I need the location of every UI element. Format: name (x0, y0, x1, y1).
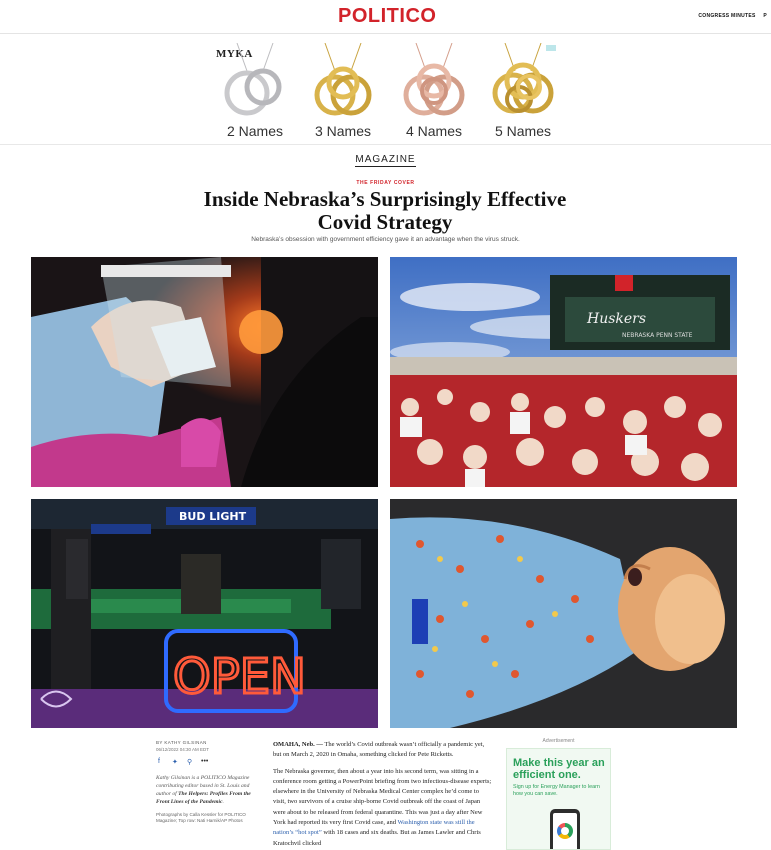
scoreboard-subtitle: NEBRASKA PENN STATE (622, 332, 693, 339)
share-icons (156, 758, 264, 768)
paragraph-1-text: The world’s Covid outbreak wasn’t officially a pandemic yet, but on March 2, 2020 in Omaha, something clicked for Pete Ricketts. (273, 741, 485, 759)
photo-credits: Photographs by Calla Kessler for POLITICO Magazine; Top row: Nati Harnik/AP Photos (156, 812, 246, 823)
ad-headline: Make this year an efficient one. (513, 757, 605, 781)
nav-link-congress-minutes[interactable]: CONGRESS MINUTES (698, 13, 756, 19)
paragraph-1 (273, 740, 493, 761)
advertisement-label: Advertisement (542, 738, 575, 744)
twitter-icon[interactable]: ✦ (172, 759, 178, 766)
ad-subtext: Sign up for Energy Manager to learn how you can save. (513, 784, 600, 797)
more-icon[interactable]: ••• (201, 758, 209, 765)
article-body (273, 740, 493, 850)
necklace-label: 2 Names (226, 123, 284, 139)
author-byline[interactable]: BY KATHY GILSINAN (156, 740, 207, 745)
necklace-2-names[interactable] (215, 43, 295, 143)
necklace-4-names[interactable] (394, 43, 474, 143)
section-label[interactable] (0, 154, 771, 165)
open-sign: OPEN (173, 649, 306, 705)
bud-light-sign: BUD LIGHT (179, 510, 247, 523)
section-link[interactable]: MAGAZINE (355, 154, 416, 165)
photo-bar-open-sign (31, 499, 378, 728)
myka-ad-banner[interactable] (0, 35, 771, 145)
publish-date: 06/12/2022 04:30 AM EDT (156, 747, 210, 752)
necklace-image (394, 43, 474, 123)
phone-image (550, 809, 580, 850)
dateline: OMAHA, Neb. — (273, 741, 323, 748)
link-icon[interactable]: ⚲ (187, 759, 193, 766)
scoreboard-brand: Huskers (587, 311, 647, 327)
byline-column (156, 740, 264, 824)
facebook-icon[interactable]: f (158, 758, 160, 765)
author-bio (156, 774, 264, 806)
energy-manager-ad[interactable] (506, 748, 611, 850)
pie-chart-icon (557, 823, 573, 839)
necklace-image (215, 43, 295, 123)
paragraph-2-text-b: with 18 cases and six deaths. But as James Lawler and Chris Kratochvil clicked (273, 829, 481, 847)
necklace-label: 3 Names (314, 123, 372, 139)
photo-medical-mannequin (390, 499, 737, 728)
photo-covid-testing (31, 257, 378, 487)
bio-end: . (222, 799, 224, 805)
necklace-image (303, 43, 383, 123)
paragraph-2 (273, 767, 493, 849)
top-links (692, 13, 767, 19)
necklace-3-names[interactable] (303, 43, 383, 143)
article-headline: Inside Nebraska’s Surprisingly Effective Covid Strategy (203, 187, 567, 234)
paragraph-2-text-a: The Nebraska governor, then about a year into his second term, was sitting in a conference room getting a PowerPoint briefing from two infectious-disease experts; elsewhere in the University of Nebraska Medical Center complex he’d come to visit, two survivors of a cruise ship-borne Covid outbreak off the coast of Japan were about to be released from federal quarantine. This was just a day after New York had reported its very first Covid case, and (273, 767, 492, 827)
article-dek: Nebraska’s obsession with government efficiency gave it an advantage when the virus struck. (251, 236, 520, 243)
necklace-label: 5 Names (494, 123, 552, 139)
bio-intro: Kathy Gilsinan is a POLITICO Magazine contributing editor based in St. Louis and author of (156, 775, 250, 797)
photo-stadium-cutouts (390, 257, 737, 487)
ad-brand: MYKA (216, 48, 253, 60)
necklace-image (483, 43, 563, 123)
top-nav-bar (0, 0, 771, 34)
nav-link-more[interactable]: P (763, 13, 767, 19)
kicker[interactable]: THE FRIDAY COVER (356, 180, 415, 186)
necklace-label: 4 Names (405, 123, 463, 139)
phone-screen (553, 813, 577, 850)
necklace-5-names[interactable] (483, 43, 563, 143)
inline-link-washington[interactable]: Washington state was still the nation’s “hot spot” (273, 819, 475, 837)
politico-logo[interactable]: POLITICO (338, 5, 437, 27)
bio-book-title[interactable]: The Helpers: Profiles From the Front Lines of the Pandemic (156, 791, 251, 805)
